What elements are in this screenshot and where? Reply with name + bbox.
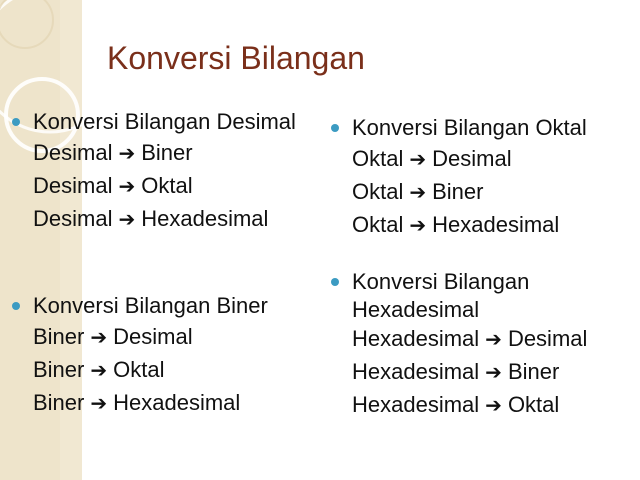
list-item: Biner ➔ Oktal	[33, 357, 165, 382]
list-item: Desimal ➔ Hexadesimal	[33, 206, 269, 231]
section-heading: Konversi Bilangan Oktal	[352, 115, 587, 140]
list-item: Oktal ➔ Biner	[352, 179, 484, 204]
section-heading: Konversi Bilangan	[352, 269, 530, 294]
arrow-right-icon: ➔	[90, 327, 108, 349]
list-item: Biner ➔ Hexadesimal	[33, 390, 241, 415]
arrow-right-icon: ➔	[90, 393, 108, 415]
list-item: Hexadesimal ➔ Oktal	[352, 392, 560, 417]
bullet-icon	[12, 302, 20, 310]
list-item: Biner ➔ Desimal	[33, 324, 193, 349]
arrow-right-icon: ➔	[409, 215, 427, 237]
list-item: Oktal ➔ Hexadesimal	[352, 212, 560, 237]
list-item: Oktal ➔ Desimal	[352, 146, 512, 171]
section-heading: Konversi Bilangan Biner	[33, 293, 268, 318]
bullet-icon	[331, 124, 339, 132]
section-oktal	[331, 112, 587, 242]
list-item: Hexadesimal ➔ Desimal	[352, 326, 588, 351]
arrow-right-icon: ➔	[118, 209, 136, 231]
arrow-right-icon: ➔	[485, 329, 502, 351]
section-biner	[12, 290, 268, 420]
bullet-icon	[331, 278, 339, 286]
arrow-right-icon: ➔	[118, 176, 136, 198]
arrow-right-icon: ➔	[485, 362, 502, 384]
list-item: Desimal ➔ Biner	[33, 140, 193, 165]
section-desimal	[12, 106, 296, 236]
slide-title: Konversi Bilangan	[107, 40, 365, 76]
section-heading-continued: Hexadesimal	[352, 297, 480, 322]
arrow-right-icon: ➔	[409, 149, 427, 171]
arrow-right-icon: ➔	[409, 182, 427, 204]
section-heading: Konversi Bilangan Desimal	[33, 109, 296, 134]
section-hexadesimal	[331, 266, 587, 422]
arrow-right-icon: ➔	[90, 360, 108, 382]
list-item: Hexadesimal ➔ Biner	[352, 359, 560, 384]
arrow-right-icon: ➔	[118, 143, 136, 165]
arrow-right-icon: ➔	[485, 395, 502, 417]
bullet-icon	[12, 118, 20, 126]
list-item: Desimal ➔ Oktal	[33, 173, 193, 198]
